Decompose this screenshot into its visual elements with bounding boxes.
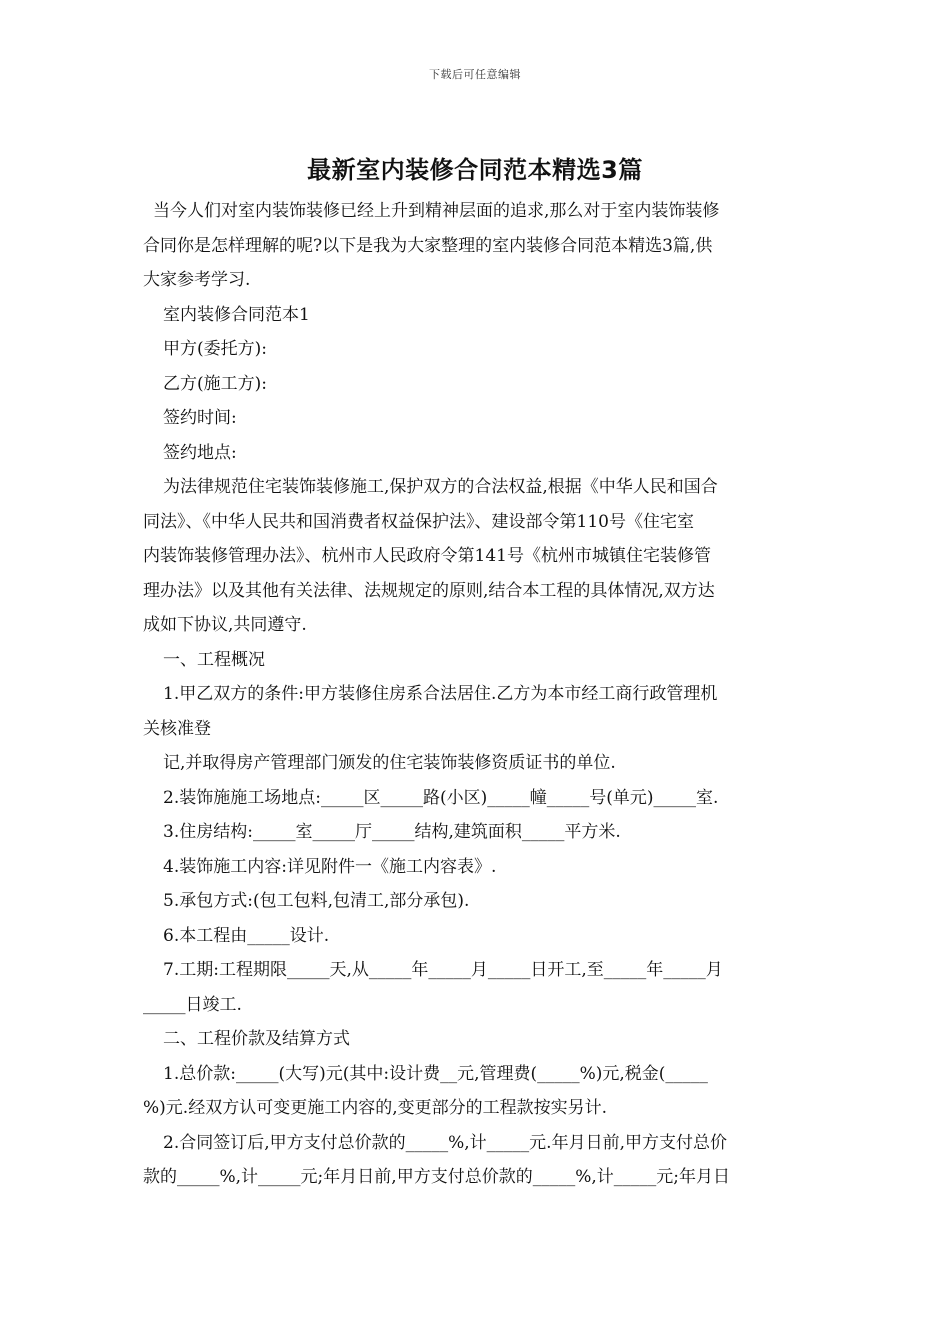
header-note: 下载后可任意编辑	[429, 68, 521, 81]
paragraph-line: 款的_____%,计_____元;年月日前,甲方支付总价款的_____%,计_____元;年月日	[143, 1167, 730, 1187]
paragraph-line: 3.住房结构:_____室_____厅_____结构,建筑面积_____平方米.	[163, 822, 621, 842]
paragraph-line: 签约地点:	[163, 442, 237, 463]
paragraph-line: 合同你是怎样理解的呢?以下是我为大家整理的室内装修合同范本精选3篇,供	[143, 235, 713, 256]
paragraph-line: 当今人们对室内装饰装修已经上升到精神层面的追求,那么对于室内装饰装修	[153, 201, 720, 221]
paragraph-line: 2.装饰施施工场地点:_____区_____路(小区)_____幢_____号(单元)_____室.	[163, 787, 719, 808]
paragraph-line: 内装饰装修管理办法》、杭州市人民政府令第141号《杭州市城镇住宅装修管	[143, 546, 711, 566]
paragraph-line: 4.装饰施工内容:详见附件一《施工内容表》.	[163, 856, 497, 877]
document-body	[143, 194, 808, 1195]
paragraph-line: 同法》、《中华人民共和国消费者权益保护法》、建设部令第110号《住宅室	[143, 511, 694, 532]
paragraph-line: 理办法》以及其他有关法律、法规规定的原则,结合本工程的具体情况,双方达	[143, 580, 715, 601]
paragraph-line: %)元.经双方认可变更施工内容的,变更部分的工程款按实另计.	[143, 1098, 607, 1118]
paragraph-line: 甲方(委托方):	[163, 339, 267, 359]
paragraph-line: 一、工程概况	[163, 649, 265, 670]
paragraph-line: 1.甲乙双方的条件:甲方装修住房系合法居住.乙方为本市经工商行政管理机	[163, 684, 718, 704]
paragraph-line: 成如下协议,共同遵守.	[143, 615, 307, 635]
paragraph-line: 大家参考学习.	[143, 270, 251, 290]
paragraph-line: 室内装修合同范本1	[163, 304, 310, 325]
document-title: 最新室内装修合同范本精选3篇	[307, 156, 643, 184]
paragraph-line: 签约时间:	[163, 408, 237, 428]
paragraph-line: 乙方(施工方):	[163, 373, 267, 394]
paragraph-line: 关核准登	[143, 718, 211, 739]
paragraph-line: 6.本工程由_____设计.	[163, 925, 330, 946]
paragraph-line: _____日竣工.	[143, 994, 242, 1015]
paragraph-line: 二、工程价款及结算方式	[163, 1029, 350, 1049]
paragraph-line: 1.总价款:_____(大写)元(其中:设计费__元,管理费(_____%)元,税金(_____	[163, 1063, 708, 1084]
paragraph-line: 5.承包方式:(包工包料,包清工,部分承包).	[163, 891, 470, 911]
paragraph-line: 2.合同签订后,甲方支付总价款的_____%,计_____元.年月日前,甲方支付总价	[163, 1132, 727, 1153]
paragraph-line: 记,并取得房产管理部门颁发的住宅装饰装修资质证书的单位.	[163, 753, 616, 773]
paragraph-line: 为法律规范住宅装饰装修施工,保护双方的合法权益,根据《中华人民和国合	[163, 477, 718, 497]
paragraph-line: 7.工期:工程期限_____天,从_____年_____月_____日开工,至_____年_____月	[163, 960, 723, 980]
